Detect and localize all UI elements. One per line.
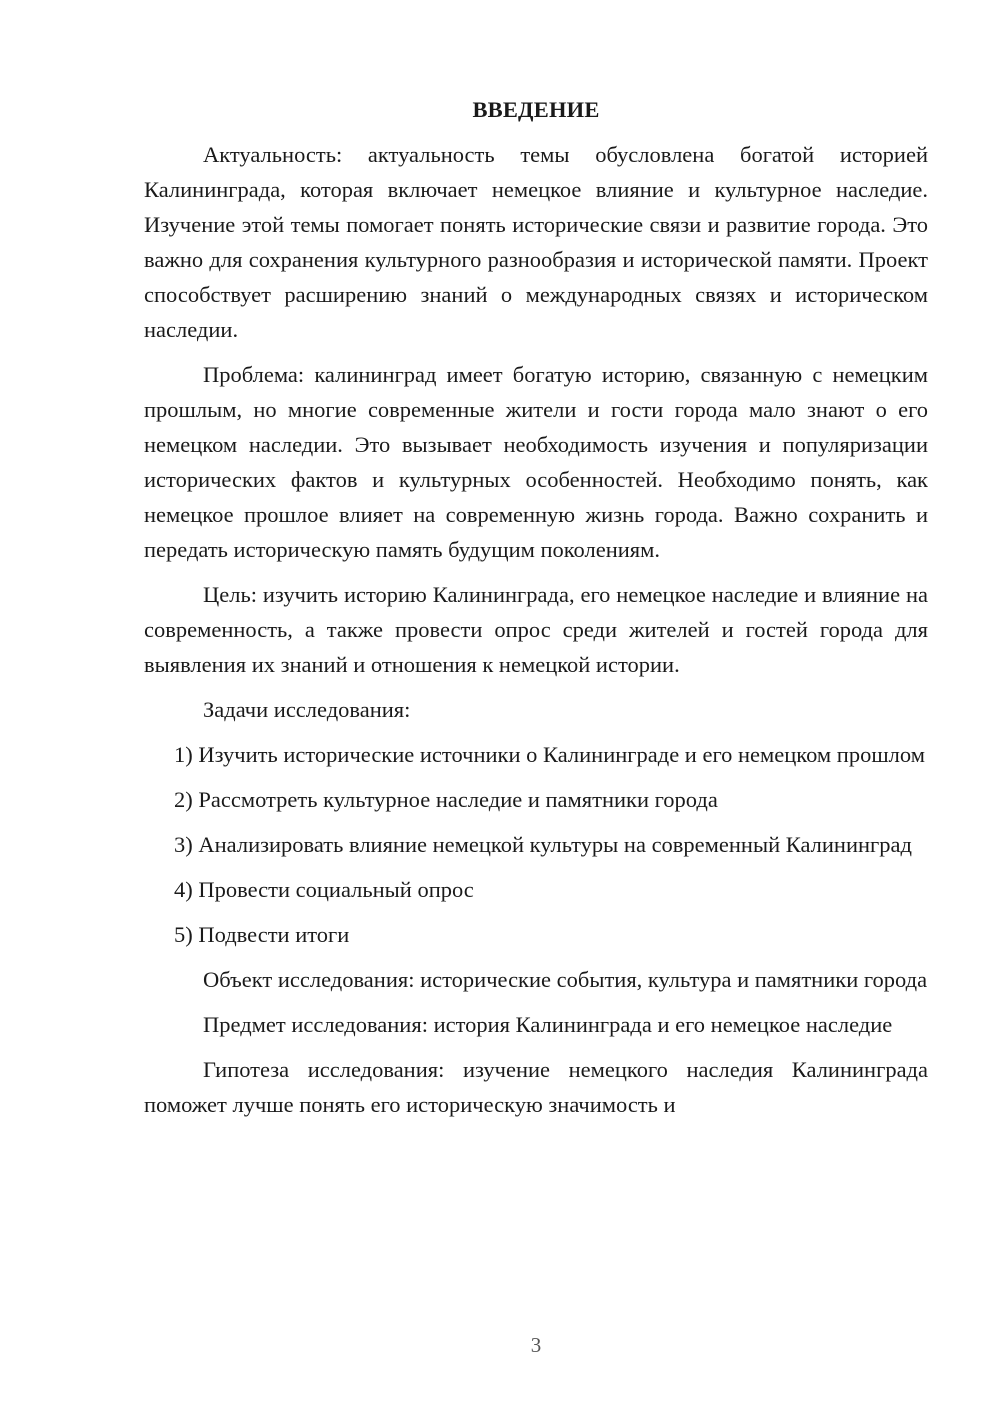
paragraph-hypothesis: Гипотеза исследования: изучение немецкого наследия Калининграда поможет лучше понять его историческую значимость и [144,1057,928,1117]
paragraph-problem: Проблема: калининград имеет богатую историю, связанную с немецким прошлым, но многие современные жители и гости города мало знают о его немецком наследии. Это вызывает необходимость изучения и популяризации исторических фактов и культурных особенностей. Необходимо понять, как немецкое прошлое влияет на современную жизнь города. Важно сохранить и передать историческую память будущим поколениям. [144,362,928,562]
paragraph-subject: Предмет исследования: история Калининграда и его немецкое наследие [203,1012,893,1037]
task-item-3: 3) Анализировать влияние немецкой культуры на современный Калининград [174,832,912,857]
task-item-5: 5) Подвести итоги [174,922,350,947]
task-item-4: 4) Провести социальный опрос [174,877,474,902]
page-number: 3 [530,1333,542,1357]
paragraph-relevance: Актуальность: актуальность темы обусловлена богатой историей Калининграда, которая включает немецкое влияние и культурное наследие. Изучение этой темы помогает понять исторические связи и развитие города. Это важно для сохранения культурного разнообразия и исторической памяти. Проект способствует расширению знаний о международных связях и историческом наследии. [144,142,928,342]
tasks-heading: Задачи исследования: [203,697,411,722]
paragraph-goal: Цель: изучить историю Калининграда, его немецкое наследие и влияние на современность, а также провести опрос среди жителей и гостей города для выявления их знаний и отношения к немецкой истории. [144,582,928,677]
task-item-1: 1) Изучить исторические источники о Калининграде и его немецком прошлом [174,742,925,767]
task-item-2: 2) Рассмотреть культурное наследие и памятники города [174,787,718,812]
document-page [144,92,928,1122]
page-title: ВВЕДЕНИЕ [472,97,600,122]
paragraph-object: Объект исследования: исторические события, культура и памятники города [203,967,928,992]
